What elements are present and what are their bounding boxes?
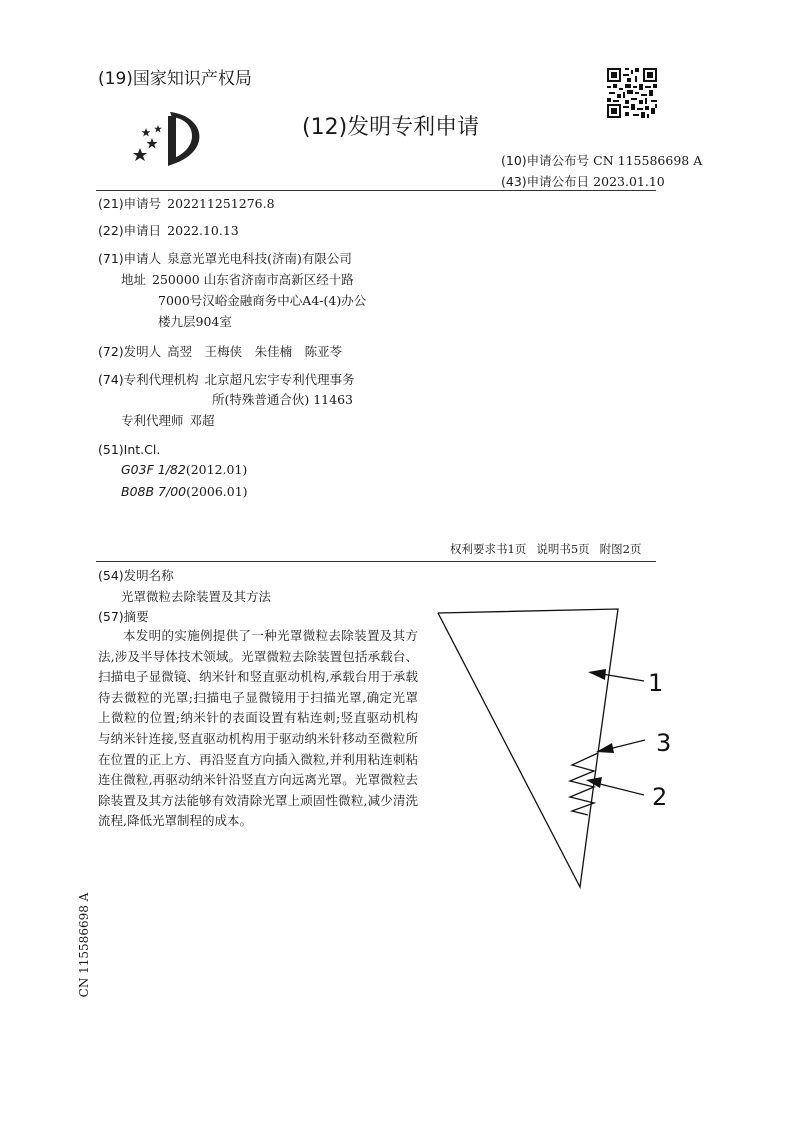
agency-line: 所(特殊普通合伙) 11463 xyxy=(212,392,353,407)
description-pages: 说明书5页 xyxy=(536,542,590,556)
application-date-label: (22)申请日 xyxy=(98,223,162,238)
title-label: (54)发明名称 xyxy=(98,568,174,583)
abstract-figure xyxy=(430,605,690,900)
publication-number-label: (10)申请公布号 xyxy=(501,153,590,168)
invention-title: 光罩微粒去除装置及其方法 xyxy=(121,589,272,604)
office-name: (19)国家知识产权局 xyxy=(98,69,252,89)
ipc-code: G03F 1/82 xyxy=(121,462,186,477)
application-number-row xyxy=(98,196,275,212)
agency: 北京超凡宏宇专利代理事务 xyxy=(204,372,355,387)
ipc-label: (51)Int.Cl. xyxy=(98,442,161,457)
abstract-label: (57)摘要 xyxy=(98,609,149,624)
application-date-row xyxy=(98,223,239,239)
leader-line-2 xyxy=(596,783,644,795)
ipc-entry xyxy=(121,462,247,477)
section-divider xyxy=(96,561,656,562)
page-counts xyxy=(450,541,641,557)
ipc-entry xyxy=(121,484,248,499)
figure-label-3: 3 xyxy=(656,729,672,757)
inventors: 高翌 王梅侠 朱佳楠 陈亚苓 xyxy=(167,344,343,359)
agency-row xyxy=(98,372,355,388)
cnipa-logo-icon xyxy=(132,108,206,168)
arrowhead-1 xyxy=(588,669,606,680)
address-line: 楼九层904室 xyxy=(158,314,232,329)
address-line: 7000号汉峪金融商务中心A4-(4)办公 xyxy=(158,293,367,308)
publication-number: CN 115586698 A xyxy=(593,153,703,168)
header-divider xyxy=(96,190,656,191)
nanoneedle-tip xyxy=(438,613,598,887)
side-publication-number: CN 115586698 A xyxy=(77,892,91,998)
figure-label-2: 2 xyxy=(652,783,668,811)
qr-code-icon xyxy=(607,68,657,118)
publication-number-row xyxy=(501,151,702,169)
ipc-version: (2012.01) xyxy=(185,462,248,477)
applicant: 泉意光罩光电科技(济南)有限公司 xyxy=(167,251,352,266)
abstract-text: 本发明的实施例提供了一种光罩微粒去除装置及其方法,涉及半导体技术领域。光罩微粒去除装置包括承载台、扫描电子显微镜、纳米针和竖直驱动机构,承载台用于承载待去微粒的光罩;扫描电子显微镜用于扫描光罩,确定光罩上微粒的位置;纳米针的表面设置有粘连刺;竖直驱动机构与纳米针连接,竖直驱动机构用于驱动纳米针移动至微粒所在位置的正上方、再沿竖直方向插入微粒,并利用粘连刺粘连住微粒,再驱动纳米针沿竖直方向远离光罩。光罩微粒去除装置及其方法能够有效清除光罩上顽固性微粒,减少清洗流程,降低光罩制程的成本。 xyxy=(98,628,418,829)
claims-pages: 权利要求书1页 xyxy=(450,542,527,556)
inventors-row xyxy=(98,344,342,360)
ipc-version: (2006.01) xyxy=(186,484,248,499)
agent-row xyxy=(121,413,215,429)
agent-label: 专利代理师 xyxy=(121,413,184,428)
document-type: (12)发明专利申请 xyxy=(302,115,480,140)
application-number: 202211251276.8 xyxy=(167,196,275,211)
applicant-label: (71)申请人 xyxy=(98,251,162,266)
publication-date: 2023.01.10 xyxy=(593,174,665,189)
inventors-label: (72)发明人 xyxy=(98,344,162,359)
agent: 邓超 xyxy=(189,413,215,428)
photomask-outline xyxy=(438,609,618,753)
application-date: 2022.10.13 xyxy=(167,223,239,238)
publication-date-label: (43)申请公布日 xyxy=(501,174,590,189)
application-number-label: (21)申请号 xyxy=(98,196,162,211)
address-row xyxy=(121,272,354,288)
applicant-row xyxy=(98,251,352,267)
drawing-pages: 附图2页 xyxy=(599,542,642,556)
ipc-code: B08B 7/00 xyxy=(121,484,187,499)
agency-label: (74)专利代理机构 xyxy=(98,372,199,387)
address-label: 地址 xyxy=(121,272,147,287)
figure-label-1: 1 xyxy=(648,669,664,697)
publication-date-row xyxy=(501,172,665,190)
address-line: 250000 山东省济南市高新区经十路 xyxy=(152,272,354,287)
